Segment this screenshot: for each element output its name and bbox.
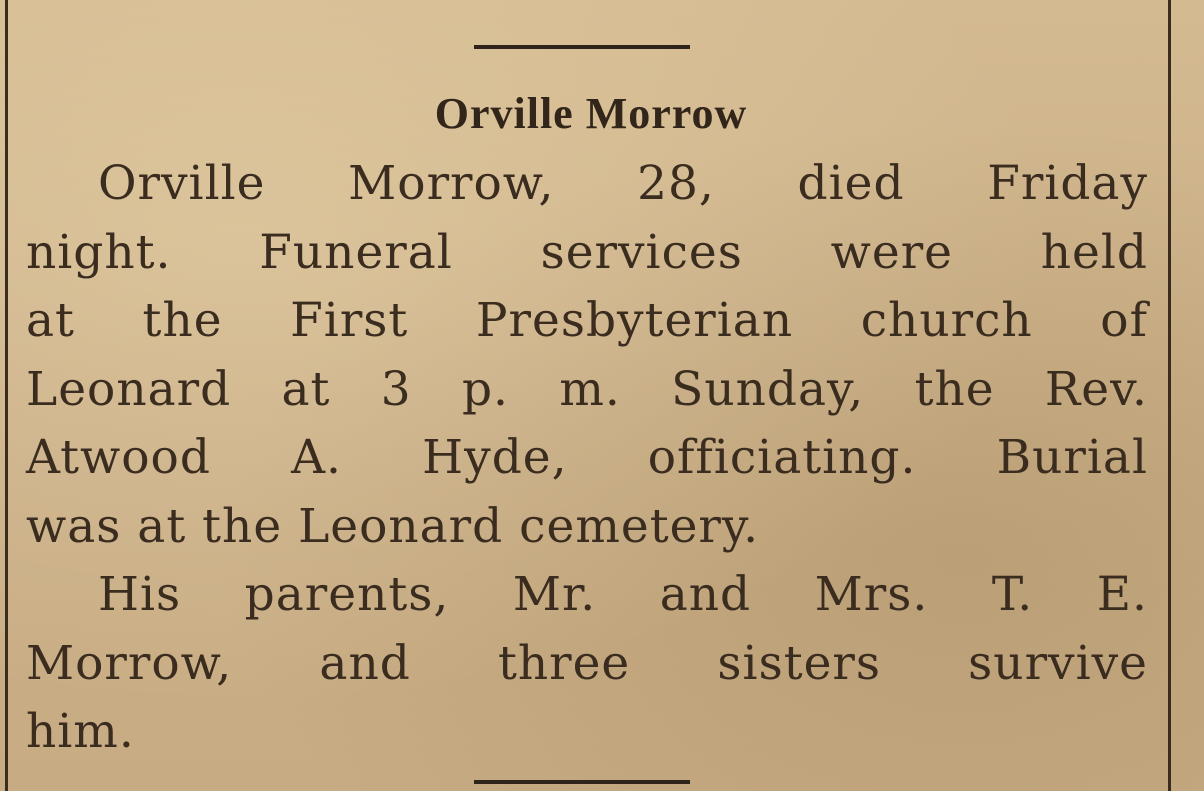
body-line: was at the Leonard cemetery. <box>26 498 760 554</box>
body-line: night. Funeral services were held <box>26 224 1148 280</box>
body-line: him. <box>26 704 135 759</box>
obituary-headline: Orville Morrow <box>434 89 748 138</box>
body-line: Leonard at 3 p. m. Sunday, the Rev. <box>26 361 1148 417</box>
body-line: Atwood A. Hyde, officiating. Burial <box>26 430 1148 485</box>
body-line: Morrow, and three sisters survive <box>26 635 1148 691</box>
body-line: His parents, Mr. and Mrs. T. E. <box>98 567 1148 622</box>
top-divider-rule <box>474 45 690 49</box>
obituary-body <box>26 150 1148 767</box>
body-line: Orville Morrow, 28, died Friday <box>98 156 1148 211</box>
bottom-divider-rule <box>474 780 690 784</box>
body-line: at the First Presbyterian church of <box>26 293 1148 348</box>
